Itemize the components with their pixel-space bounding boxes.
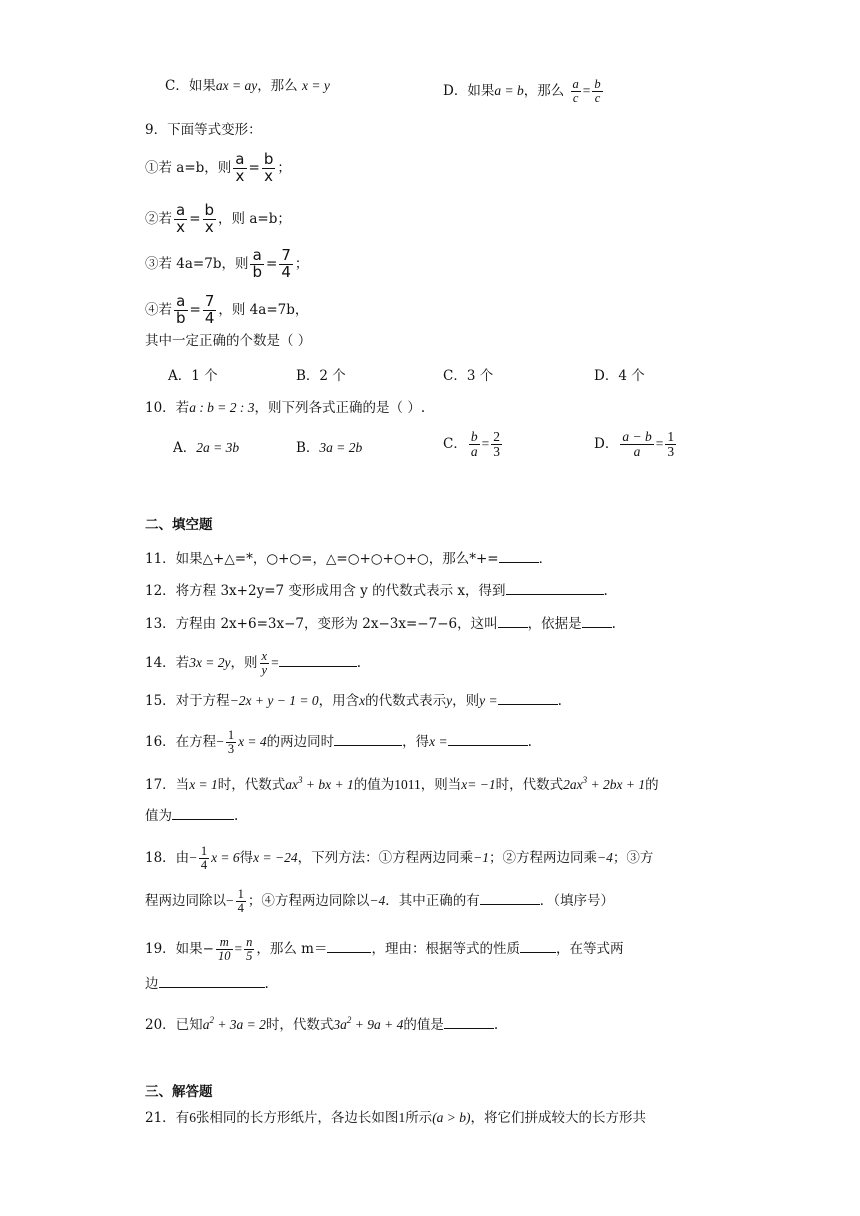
fraction: $\frac{a}{c}$: [572, 77, 579, 106]
q9-item-4: ④若 $\frac{a}{b}$ = $\frac{7}{4}$ ，则 4a=7b，: [145, 292, 309, 327]
q17-line-1: 17．当x = 1时，代数式$ax^3$ + bx + 1的值为1011，则当x= −1时，代数式$2ax^3 + 2bx + 1$的: [145, 775, 659, 793]
section-title-solve: 三、解答题: [145, 1084, 213, 1100]
q13: 13．方程由 2x+6=3x−7，变形为 2x−3x=−7−6，这叫 ，依据是 .: [145, 613, 616, 634]
q18-line-2: 程两边同除以− $\frac{1}{4}$ ；④方程两边同除以−4．其中正确的有 ．（填序号）: [145, 887, 614, 916]
q16: 16．在方程− $\frac{1}{3}$ x = 4的两边同时 ，得x = .: [145, 728, 532, 757]
fraction: $\frac{b}{c}$: [594, 77, 601, 106]
q20: 20．已知$a^2 + 3a = 2$时，代数式$3a^2 + 9a + 4$的值是 .: [145, 1015, 499, 1033]
q9-option-d: D．4 个: [594, 368, 645, 384]
q15: 15．对于方程−2x + y − 1 = 0，用含x的代数式表示y，则y = .: [145, 690, 562, 711]
q9-question: 其中一定正确的个数是（ ）: [145, 333, 312, 349]
q10-option-d: D． $\frac{a - b}{a}$ = $\frac{1}{3}$: [594, 429, 675, 460]
q9-stem: 9．下面等式变形：: [145, 122, 262, 138]
q17-line-2: 值为 .: [145, 805, 238, 826]
q19-line-2: 边 .: [145, 973, 269, 994]
q9-item-1: ①若 a=b，则 $\frac{a}{x}$ = $\frac{b}{x}$ ；: [145, 150, 291, 185]
q14: 14．若3x = 2y，则 $\frac{x}{y}$ = .: [145, 649, 362, 678]
q11: 11．如果△+△=*，○+○=，△=○+○+○+○，那么*+= ．: [145, 548, 552, 569]
q10-option-b: B．3a = 2b: [296, 440, 363, 456]
q18-line-1: 18．由− $\frac{1}{4}$ x = 6得x = −24，下列方法：①方程两边同乘−1；②方程两边同乘−4；③方: [145, 844, 654, 873]
q10-option-a: A．2a = 3b: [173, 440, 240, 456]
q8-option-d: D．如果a = b，那么 $\frac{a}{c}$ = $\frac{b}{c}$: [443, 77, 601, 106]
q9-option-b: B．2 个: [296, 368, 346, 384]
q21: 21．有6张相同的长方形纸片，各边长如图1所示(a > b)，将它们拼成较大的长方形共: [145, 1110, 647, 1126]
q12: 12．将方程 3x+2y=7 变形成用含 y 的代数式表示 x，得到 .: [145, 580, 608, 601]
q9-option-c: C．3 个: [443, 368, 494, 384]
q10-stem: 10．若a : b = 2 : 3，则下列各式正确的是（ ）.: [145, 400, 426, 416]
q10-option-c: C． $\frac{b}{a}$ = $\frac{2}{3}$: [443, 429, 500, 460]
q8-option-c: C．如果ax = ay，那么 x = y: [165, 78, 330, 94]
q9-item-2: ②若 $\frac{a}{x}$ = $\frac{b}{x}$ ，则 a=b；: [145, 201, 291, 236]
q19-line-1: 19．如果− $\frac{m}{10}$ = $\frac{n}{5}$ ，那么 m＝ ，理由：根据等式的性质 ，在等式两: [145, 935, 624, 964]
q9-item-3: ③若 4a=7b，则 $\frac{a}{b}$ = $\frac{7}{4}$ ；: [145, 246, 309, 281]
q9-option-a: A．1 个: [168, 368, 218, 384]
section-title-fill-in: 二、填空题: [145, 517, 213, 533]
